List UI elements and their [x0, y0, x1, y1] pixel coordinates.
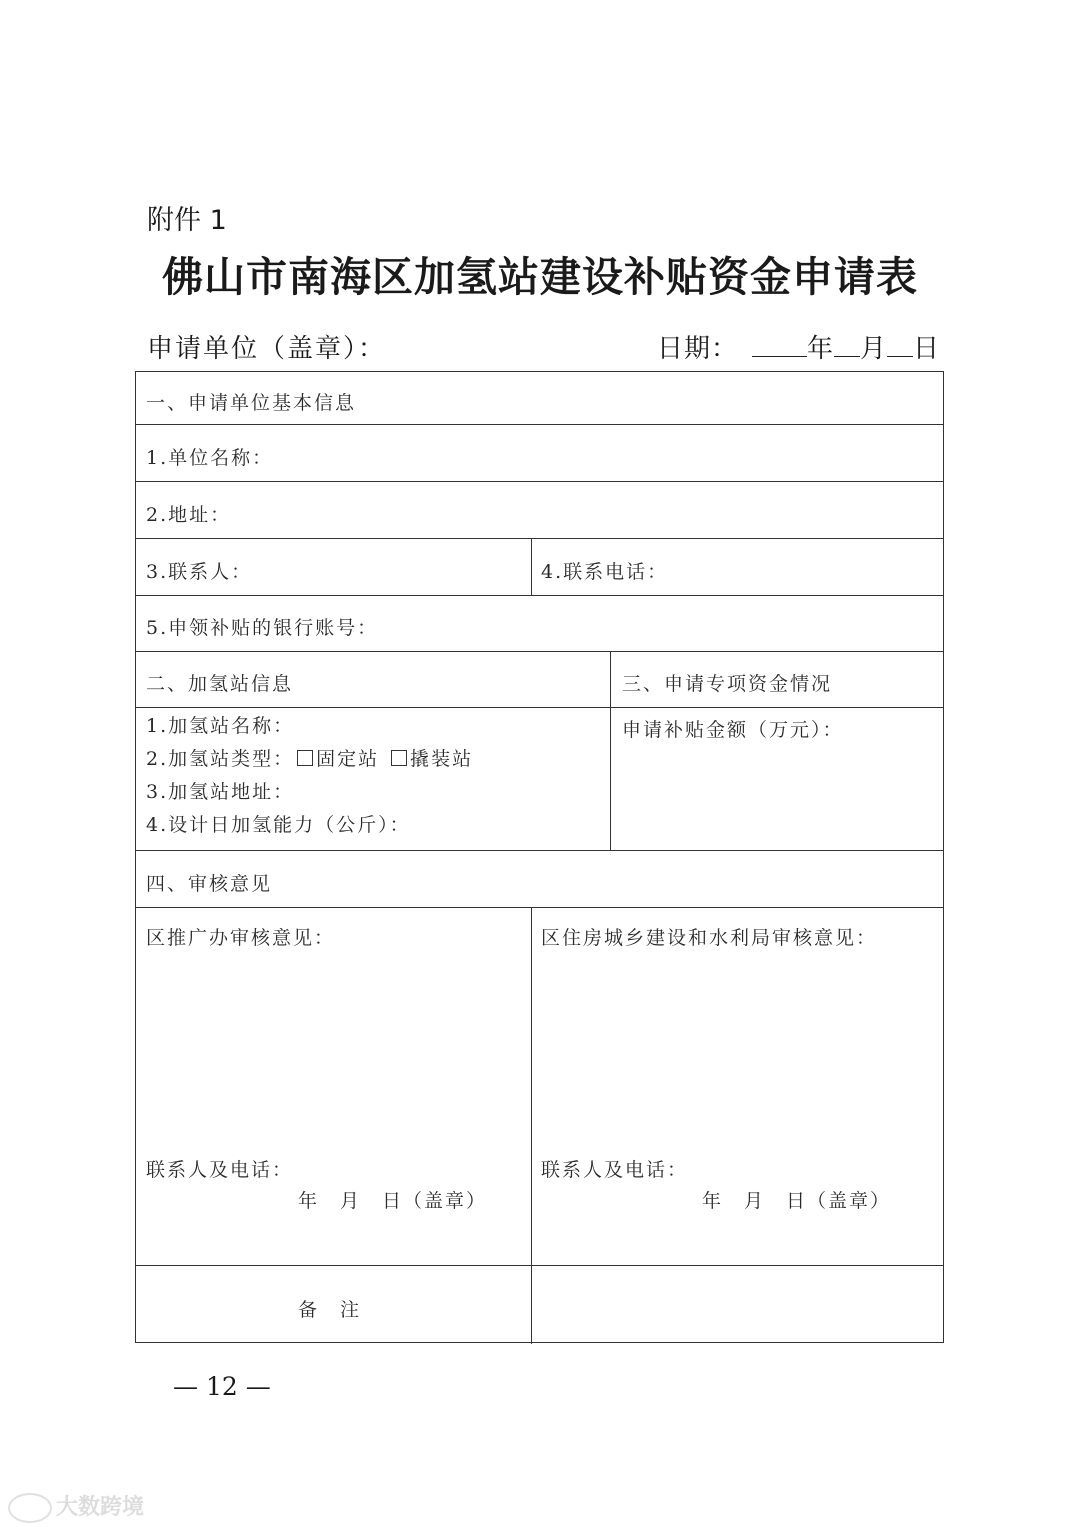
watermark — [8, 1490, 144, 1523]
date-line — [657, 328, 940, 365]
bank-account-label: 5.申领补贴的银行账号： — [146, 617, 379, 639]
row-divider — [136, 907, 943, 908]
left-opinion-label: 区推广办审核意见： — [146, 927, 336, 949]
page-number: — 12 — — [173, 1372, 271, 1401]
contact-label: 3.联系人： — [146, 561, 253, 583]
subsidy-amount-label: 申请补贴金额（万元）： — [622, 719, 844, 741]
unit-name-label: 1.单位名称： — [146, 447, 274, 469]
station-name-label: 1.加氢站名称： — [146, 715, 295, 737]
capacity-label: 4.设计日加氢能力（公斤）： — [146, 814, 411, 836]
day-blank — [887, 334, 913, 357]
row-divider — [136, 538, 943, 539]
row-divider — [136, 424, 943, 425]
applicant-label: 申请单位（盖章）： — [147, 334, 387, 364]
month-blank — [834, 334, 860, 357]
skid-station-checkbox[interactable] — [391, 750, 407, 766]
section4-header: 四、审核意见 — [146, 873, 273, 895]
row-divider — [136, 481, 943, 482]
left-seal-date: 年 月 日（盖章） — [298, 1190, 488, 1212]
row-divider — [136, 1265, 943, 1266]
section1-header: 一、申请单位基本信息 — [146, 392, 357, 414]
remarks-label: 备 注 — [298, 1299, 362, 1321]
right-contact-label: 联系人及电话： — [541, 1159, 689, 1181]
row-divider — [136, 595, 943, 596]
application-form-table — [135, 371, 944, 1343]
left-contact-label: 联系人及电话： — [146, 1159, 294, 1181]
month-label: 月 — [859, 334, 887, 364]
station-address-label: 3.加氢站地址： — [146, 781, 295, 803]
phone-label: 4.联系电话： — [541, 561, 669, 583]
address-label: 2.地址： — [146, 504, 232, 526]
column-divider — [610, 651, 611, 850]
form-title: 佛山市南海区加氢站建设补贴资金申请表 — [162, 253, 918, 301]
station-type-row — [146, 743, 473, 776]
right-opinion-label: 区住房城乡建设和水利局审核意见： — [541, 927, 878, 949]
row-divider — [136, 707, 943, 708]
fixed-station-checkbox[interactable] — [297, 750, 313, 766]
column-divider — [531, 907, 532, 1344]
skid-station-label: 撬装站 — [410, 748, 474, 770]
date-label: 日期： — [656, 334, 738, 364]
attachment-label: 附件 1 — [147, 205, 227, 236]
year-blank — [752, 334, 807, 357]
row-divider — [136, 651, 943, 652]
watermark-logo-icon — [8, 1493, 52, 1523]
column-divider — [531, 538, 532, 595]
section3-header: 三、申请专项资金情况 — [622, 673, 833, 695]
day-label: 日 — [912, 334, 940, 364]
section2-header: 二、加氢站信息 — [146, 673, 294, 695]
fixed-station-label: 固定站 — [316, 748, 380, 770]
station-type-label: 2.加氢站类型： — [146, 748, 295, 770]
row-divider — [136, 850, 943, 851]
year-label: 年 — [806, 334, 834, 364]
right-seal-date: 年 月 日（盖章） — [702, 1190, 892, 1212]
station-info-list — [146, 710, 473, 842]
watermark-text: 大数跨境 — [56, 1495, 145, 1520]
